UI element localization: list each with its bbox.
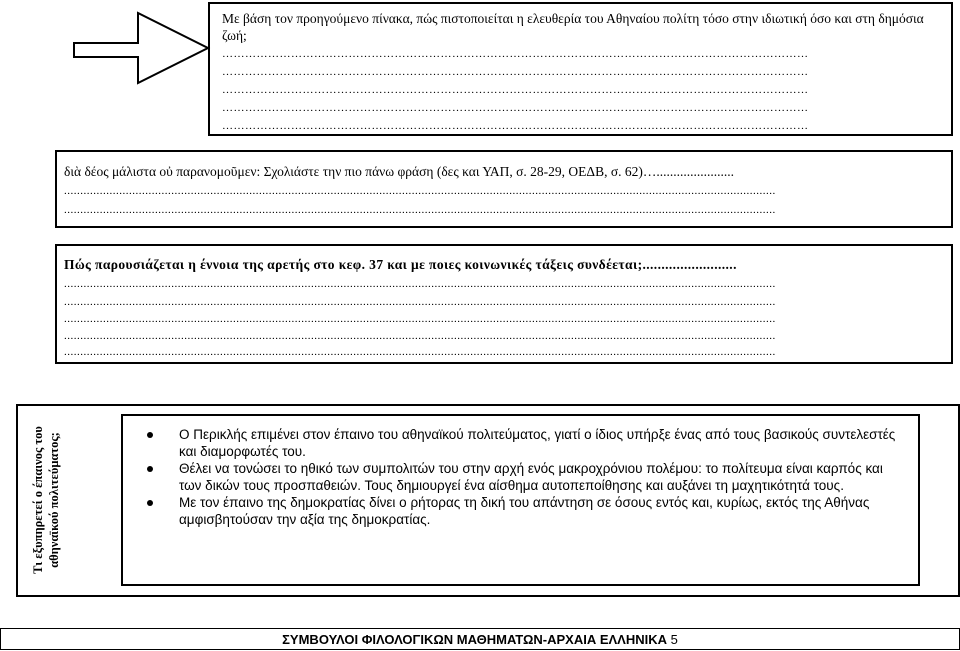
list-item	[135, 494, 907, 528]
section-4-label	[16, 404, 76, 597]
right-arrow-icon	[72, 10, 212, 90]
bullet-icon	[147, 500, 153, 506]
bullet-icon	[147, 432, 153, 438]
vertical-heading: Τι εξυπηρετεί ο έπαινος του αθηναϊκού πολιτεύματος;	[31, 426, 61, 574]
footer-text	[1, 632, 959, 647]
question-3-box	[55, 244, 953, 364]
answer-line[interactable]: ………………………………………………………………………………………………………………………………………	[222, 120, 809, 132]
answer-line[interactable]: ...........................................................................................................................................................................................................................	[64, 204, 776, 216]
footer	[0, 628, 960, 650]
answer-line[interactable]: ...........................................................................................................................................................................................................................	[64, 296, 776, 308]
question-1-box	[208, 2, 953, 136]
list-item-text: Θέλει να τονώσει το ηθικό των συμπολιτών του στην αρχή ενός μακροχρόνιου πολέμου: το πολίτευμα είναι καρπός και των δικών τους προσπαθειών. Τους δημιουργεί ένα αίσθημα αυτοπεποίθησης και αυξάνει τη μαχητικότητά τους.	[179, 461, 883, 493]
bullet-list	[135, 426, 907, 528]
answer-line[interactable]: ………………………………………………………………………………………………………………………………………	[222, 102, 809, 114]
answer-line[interactable]: ...........................................................................................................................................................................................................................	[64, 313, 776, 325]
list-item-text: Με τον έπαινο της δημοκρατίας δίνει ο ρήτορας τη δική του απάντηση σε όσους εντός και, κυρίως, εκτός της Αθήνας αμφισβητούσαν την αξία της δημοκρατίας.	[179, 495, 870, 527]
section-4-answer-box	[121, 414, 920, 586]
answer-line[interactable]: ...........................................................................................................................................................................................................................	[64, 346, 776, 358]
list-item	[135, 426, 907, 460]
answer-line[interactable]: ………………………………………………………………………………………………………………………………………	[222, 66, 809, 78]
answer-line[interactable]: ………………………………………………………………………………………………………………………………………	[222, 48, 809, 60]
list-item-text: Ο Περικλής επιμένει στον έπαινο του αθηναϊκού πολιτεύματος, γιατί ο ίδιος υπήρξε ένας από τους βασικούς συντελεστές και διαμορφωτές του.	[179, 427, 896, 459]
question-2-box	[55, 150, 953, 228]
answer-line[interactable]: ...........................................................................................................................................................................................................................	[64, 330, 776, 342]
footer-title: ΣΥΜΒΟΥΛΟΙ ΦΙΛΟΛΟΓΙΚΩΝ ΜΑΘΗΜΑΤΩΝ-ΑΡΧΑΙΑ ΕΛΛΗΝΙΚΑ	[282, 632, 668, 647]
answer-line[interactable]: ...........................................................................................................................................................................................................................	[64, 185, 776, 197]
answer-line[interactable]: ………………………………………………………………………………………………………………………………………	[222, 84, 809, 96]
question-2-text: διὰ δέος μάλιστα οὐ παρανομοῦμεν: Σχολιάστε την πιο πάνω φράση (δες και ΥΑΠ, σ. 28-29, ΟΕΔΒ, σ. 62)….......................	[64, 164, 734, 179]
page-number: 5	[670, 632, 678, 647]
question-1-text: Με βάση τον προηγούμενο πίνακα, πώς πιστοποιείται η ελευθερία του Αθηναίου πολίτη τόσο στην ιδιωτική όσο και στη δημόσια ζωή;	[222, 11, 924, 43]
answer-line[interactable]: ...........................................................................................................................................................................................................................	[64, 278, 776, 290]
question-3-text: Πώς παρουσιάζεται η έννοια της αρετής στο κεφ. 37 και με ποιες κοινωνικές τάξεις συνδέεται;.........................	[64, 257, 737, 272]
list-item	[135, 460, 907, 494]
bullet-icon	[147, 466, 153, 472]
